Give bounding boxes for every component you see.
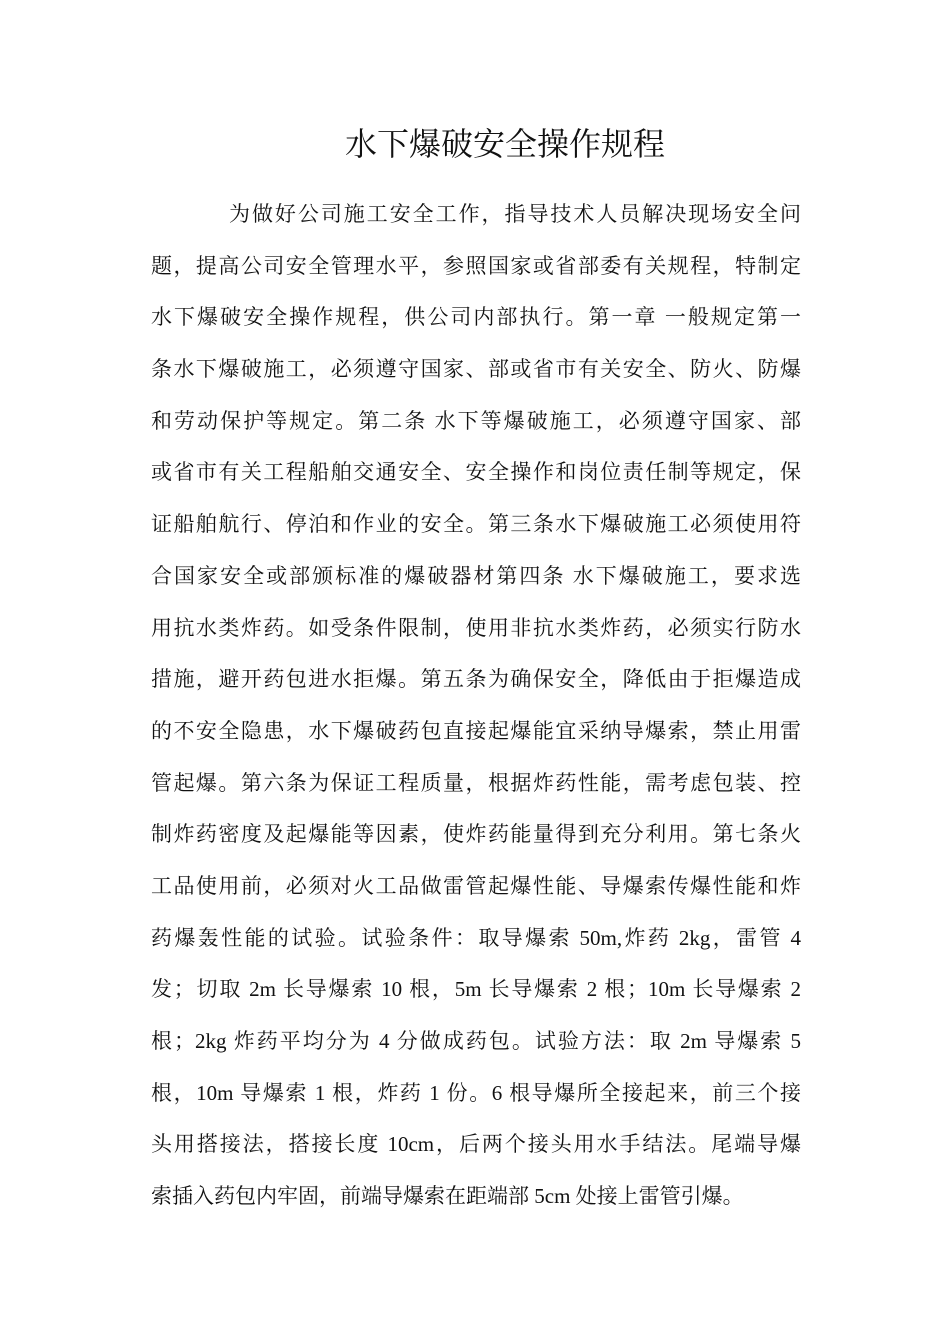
document-title: 水下爆破安全操作规程	[344, 125, 665, 163]
body-line: 工品使用前，必须对火工品做雷管起爆性能、导爆索传爆性能和炸	[151, 873, 801, 898]
body-line: 索插入药包内牢固，前端导爆索在距端部 5cm 处接上雷管引爆。	[151, 1184, 744, 1209]
body-line: 水下爆破安全操作规程，供公司内部执行。第一章 一般规定第一	[151, 305, 801, 330]
body-line: 条水下爆破施工，必须遵守国家、部或省市有关安全、防火、防爆	[151, 357, 801, 382]
body-line: 根；2kg 炸药平均分为 4 分做成药包。试验方法：取 2m 导爆索 5	[151, 1029, 801, 1053]
body-line: 用抗水类炸药。如受条件限制，使用非抗水类炸药，必须实行防水	[151, 615, 801, 640]
body-line: 或省市有关工程船舶交通安全、安全操作和岗位责任制等规定，保	[151, 460, 801, 485]
body-line: 根，10m 导爆索 1 根，炸药 1 份。6 根导爆所全接起来，前三个接	[151, 1080, 801, 1105]
body-line: 措施，避开药包进水拒爆。第五条为确保安全，降低由于拒爆造成	[151, 667, 801, 692]
body-line: 制炸药密度及起爆能等因素，使炸药能量得到充分利用。第七条火	[151, 822, 801, 847]
body-line: 发；切取 2m 长导爆索 10 根，5m 长导爆索 2 根；10m 长导爆索 2	[151, 977, 801, 1002]
body-line: 药爆轰性能的试验。试验条件：取导爆索 50m,炸药 2kg，雷管 4	[151, 925, 801, 950]
body-line: 头用搭接法，搭接长度 10cm，后两个接头用水手结法。尾端导爆	[151, 1132, 801, 1157]
body-line: 和劳动保护等规定。第二条 水下等爆破施工，必须遵守国家、部	[151, 408, 801, 433]
document-body	[151, 194, 801, 1228]
body-line: 为做好公司施工安全工作，指导技术人员解决现场安全问	[229, 202, 801, 226]
body-line: 管起爆。第六条为保证工程质量，根据炸药性能，需考虑包装、控	[151, 770, 801, 795]
body-line: 题，提高公司安全管理水平，参照国家或省部委有关规程，特制定	[151, 253, 801, 278]
body-line: 证船舶航行、停泊和作业的安全。第三条水下爆破施工必须使用符	[151, 512, 801, 537]
body-line: 合国家安全或部颁标准的爆破器材第四条 水下爆破施工，要求选	[151, 563, 801, 588]
body-line: 的不安全隐患，水下爆破药包直接起爆能宜采纳导爆索，禁止用雷	[151, 718, 801, 743]
